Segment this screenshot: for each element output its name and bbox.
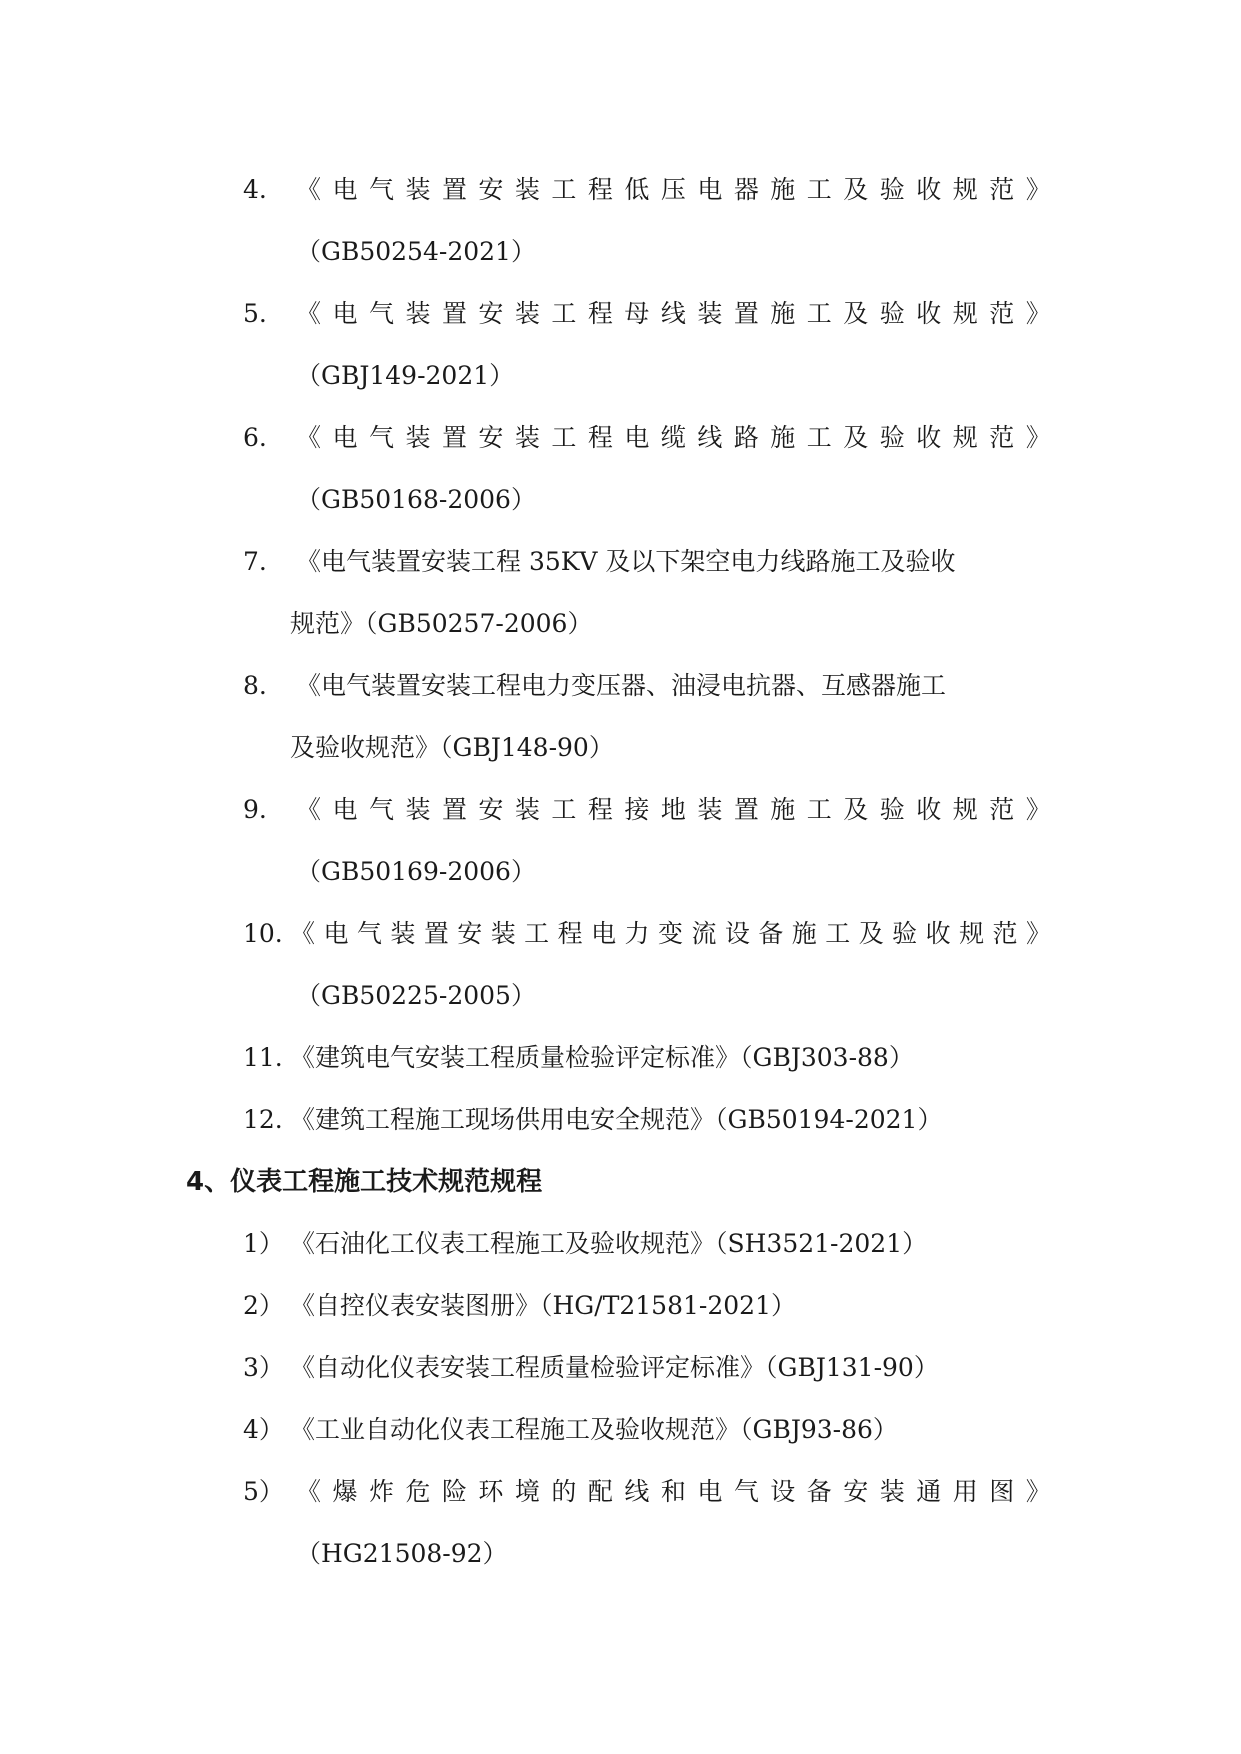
- title-char: 范: [989, 175, 1015, 204]
- title-char: 置: [441, 299, 467, 328]
- title-char: 工: [806, 175, 832, 204]
- title-char: 装: [514, 423, 540, 452]
- title-char: 的: [551, 1477, 577, 1506]
- title-char: 路: [733, 423, 759, 452]
- title-char: 工: [806, 423, 832, 452]
- title-char: 程: [587, 423, 613, 452]
- title-char: 电: [591, 919, 617, 948]
- title-char: 工: [551, 795, 577, 824]
- title-char: 程: [557, 919, 583, 948]
- title-char: 电: [332, 423, 358, 452]
- title-char: 电: [624, 423, 650, 452]
- title-char: 装: [405, 423, 431, 452]
- title-char: 范: [989, 423, 1015, 452]
- title-char: 置: [733, 299, 759, 328]
- list-item-title: [290, 917, 1051, 951]
- title-char: 备: [758, 919, 784, 948]
- title-char: 流: [691, 919, 717, 948]
- title-char: 》: [1025, 1477, 1051, 1506]
- list-item-title: 《建筑工程施工现场供用电安全规范》（GB50194-2021）: [290, 1105, 943, 1134]
- title-char: 工: [806, 795, 832, 824]
- list-item-title: 《石油化工仪表工程施工及验收规范》（SH3521-2021）: [290, 1229, 928, 1258]
- title-char: 线: [697, 423, 723, 452]
- list-number: 11.: [243, 1043, 283, 1072]
- title-char: 》: [1025, 299, 1051, 328]
- title-char: 施: [791, 919, 817, 948]
- list-item-code: （HG21508-92）: [296, 1539, 508, 1568]
- title-char: 及: [843, 299, 869, 328]
- title-char: 电: [697, 175, 723, 204]
- title-char: 》: [1025, 795, 1051, 824]
- title-char: 通: [916, 1477, 942, 1506]
- title-char: 爆: [332, 1477, 358, 1506]
- title-char: 气: [733, 1477, 759, 1506]
- title-char: 装: [697, 299, 723, 328]
- list-item-title: 《电气装置安装工程 35KV 及以下架空电力线路施工及验收: [296, 547, 956, 576]
- list-item-title: [296, 297, 1051, 331]
- list-item-title: 《电气装置安装工程电力变压器、油浸电抗器、互感器施工: [296, 671, 947, 700]
- title-char: 验: [879, 795, 905, 824]
- title-char: 变: [657, 919, 683, 948]
- title-char: 设: [770, 1477, 796, 1506]
- title-char: 《: [296, 175, 322, 204]
- list-number: 5）: [243, 1477, 284, 1506]
- title-char: 备: [806, 1477, 832, 1506]
- title-char: 收: [925, 919, 951, 948]
- list-number: 10.: [243, 919, 283, 948]
- title-char: 气: [368, 795, 394, 824]
- title-char: 装: [405, 299, 431, 328]
- title-char: 电: [332, 299, 358, 328]
- title-char: 置: [423, 919, 449, 948]
- title-char: 压: [660, 175, 686, 204]
- list-item-code: （GB50168-2006）: [296, 485, 536, 514]
- title-char: 装: [405, 175, 431, 204]
- title-char: 力: [624, 919, 650, 948]
- title-char: 气: [368, 423, 394, 452]
- title-char: 电: [697, 1477, 723, 1506]
- title-char: 收: [916, 299, 942, 328]
- title-char: 》: [1025, 175, 1051, 204]
- title-char: 设: [724, 919, 750, 948]
- list-item-title: [296, 1475, 1051, 1509]
- list-item-code: （GB50225-2005）: [296, 981, 536, 1010]
- title-char: 地: [660, 795, 686, 824]
- title-char: 《: [296, 299, 322, 328]
- title-char: 和: [660, 1477, 686, 1506]
- title-char: 线: [624, 1477, 650, 1506]
- title-char: 及: [843, 175, 869, 204]
- title-char: 范: [989, 795, 1015, 824]
- title-char: 工: [551, 423, 577, 452]
- list-number: 3）: [243, 1353, 284, 1382]
- title-char: 工: [806, 299, 832, 328]
- title-char: 母: [624, 299, 650, 328]
- section-heading: 4、仪表工程施工技术规范规程: [186, 1167, 543, 1197]
- list-item-code: 规范》（GB50257-2006）: [290, 609, 593, 638]
- title-char: 规: [959, 919, 985, 948]
- title-char: 置: [441, 795, 467, 824]
- title-char: 程: [587, 299, 613, 328]
- title-char: 施: [770, 795, 796, 824]
- title-char: 安: [478, 423, 504, 452]
- list-item-code: 及验收规范》（GBJ148-90）: [290, 733, 614, 762]
- title-char: 规: [952, 175, 978, 204]
- title-char: 气: [356, 919, 382, 948]
- title-char: 装: [514, 795, 540, 824]
- list-number: 4.: [243, 175, 267, 204]
- title-char: 工: [551, 175, 577, 204]
- title-char: 工: [524, 919, 550, 948]
- list-number: 12.: [243, 1105, 283, 1134]
- title-char: 装: [879, 1477, 905, 1506]
- title-char: 气: [368, 299, 394, 328]
- title-char: 范: [992, 919, 1018, 948]
- title-char: 接: [624, 795, 650, 824]
- list-number: 6.: [243, 423, 267, 452]
- title-char: 程: [587, 795, 613, 824]
- title-char: 安: [478, 795, 504, 824]
- title-char: 工: [825, 919, 851, 948]
- title-char: 施: [770, 423, 796, 452]
- title-char: 收: [916, 795, 942, 824]
- title-char: 范: [989, 299, 1015, 328]
- list-item-code: （GBJ149-2021）: [296, 361, 515, 390]
- title-char: 境: [514, 1477, 540, 1506]
- title-char: 《: [296, 423, 322, 452]
- title-char: 电: [332, 795, 358, 824]
- title-char: 《: [296, 795, 322, 824]
- title-char: 炸: [368, 1477, 394, 1506]
- title-char: 置: [733, 795, 759, 824]
- title-char: 《: [296, 1477, 322, 1506]
- title-char: 安: [457, 919, 483, 948]
- title-char: 安: [478, 299, 504, 328]
- title-char: 低: [624, 175, 650, 204]
- title-char: 及: [843, 423, 869, 452]
- title-char: 置: [441, 175, 467, 204]
- title-char: 置: [441, 423, 467, 452]
- title-char: 装: [390, 919, 416, 948]
- title-char: 器: [733, 175, 759, 204]
- list-item-title: [296, 421, 1051, 455]
- list-item-code: （GB50254-2021）: [296, 237, 536, 266]
- title-char: 》: [1025, 919, 1051, 948]
- title-char: 及: [858, 919, 884, 948]
- title-char: 危: [405, 1477, 431, 1506]
- list-number: 5.: [243, 299, 267, 328]
- title-char: 气: [368, 175, 394, 204]
- title-char: 施: [770, 175, 796, 204]
- title-char: 收: [916, 423, 942, 452]
- title-char: 规: [952, 423, 978, 452]
- list-item-title: 《建筑电气安装工程质量检验评定标准》（GBJ303-88）: [290, 1043, 914, 1072]
- list-item-title: 《自控仪表安装图册》（HG/T21581-2021）: [290, 1291, 796, 1320]
- title-char: 配: [587, 1477, 613, 1506]
- title-char: 》: [1025, 423, 1051, 452]
- list-item-title: 《工业自动化仪表工程施工及验收规范》（GBJ93-86）: [290, 1415, 898, 1444]
- title-char: 电: [323, 919, 349, 948]
- title-char: 装: [514, 299, 540, 328]
- list-item-title: 《自动化仪表安装工程质量检验评定标准》（GBJ131-90）: [290, 1353, 939, 1382]
- title-char: 装: [514, 175, 540, 204]
- title-char: 装: [490, 919, 516, 948]
- title-char: 图: [989, 1477, 1015, 1506]
- list-item-code: （GB50169-2006）: [296, 857, 536, 886]
- title-char: 装: [405, 795, 431, 824]
- title-char: 险: [441, 1477, 467, 1506]
- title-char: 用: [952, 1477, 978, 1506]
- title-char: 规: [952, 299, 978, 328]
- title-char: 线: [660, 299, 686, 328]
- title-char: 验: [879, 175, 905, 204]
- title-char: 装: [697, 795, 723, 824]
- list-number: 4）: [243, 1415, 284, 1444]
- title-char: 《: [290, 919, 316, 948]
- title-char: 安: [478, 175, 504, 204]
- list-item-title: [296, 793, 1051, 827]
- title-char: 验: [879, 299, 905, 328]
- title-char: 规: [952, 795, 978, 824]
- list-number: 7.: [243, 547, 267, 576]
- title-char: 缆: [660, 423, 686, 452]
- list-number: 1）: [243, 1229, 284, 1258]
- title-char: 施: [770, 299, 796, 328]
- title-char: 验: [892, 919, 918, 948]
- title-char: 工: [551, 299, 577, 328]
- list-number: 2）: [243, 1291, 284, 1320]
- list-number: 8.: [243, 671, 267, 700]
- list-number: 9.: [243, 795, 267, 824]
- title-char: 程: [587, 175, 613, 204]
- title-char: 电: [332, 175, 358, 204]
- title-char: 及: [843, 795, 869, 824]
- title-char: 验: [879, 423, 905, 452]
- list-item-title: [296, 173, 1051, 207]
- title-char: 环: [478, 1477, 504, 1506]
- title-char: 安: [843, 1477, 869, 1506]
- title-char: 收: [916, 175, 942, 204]
